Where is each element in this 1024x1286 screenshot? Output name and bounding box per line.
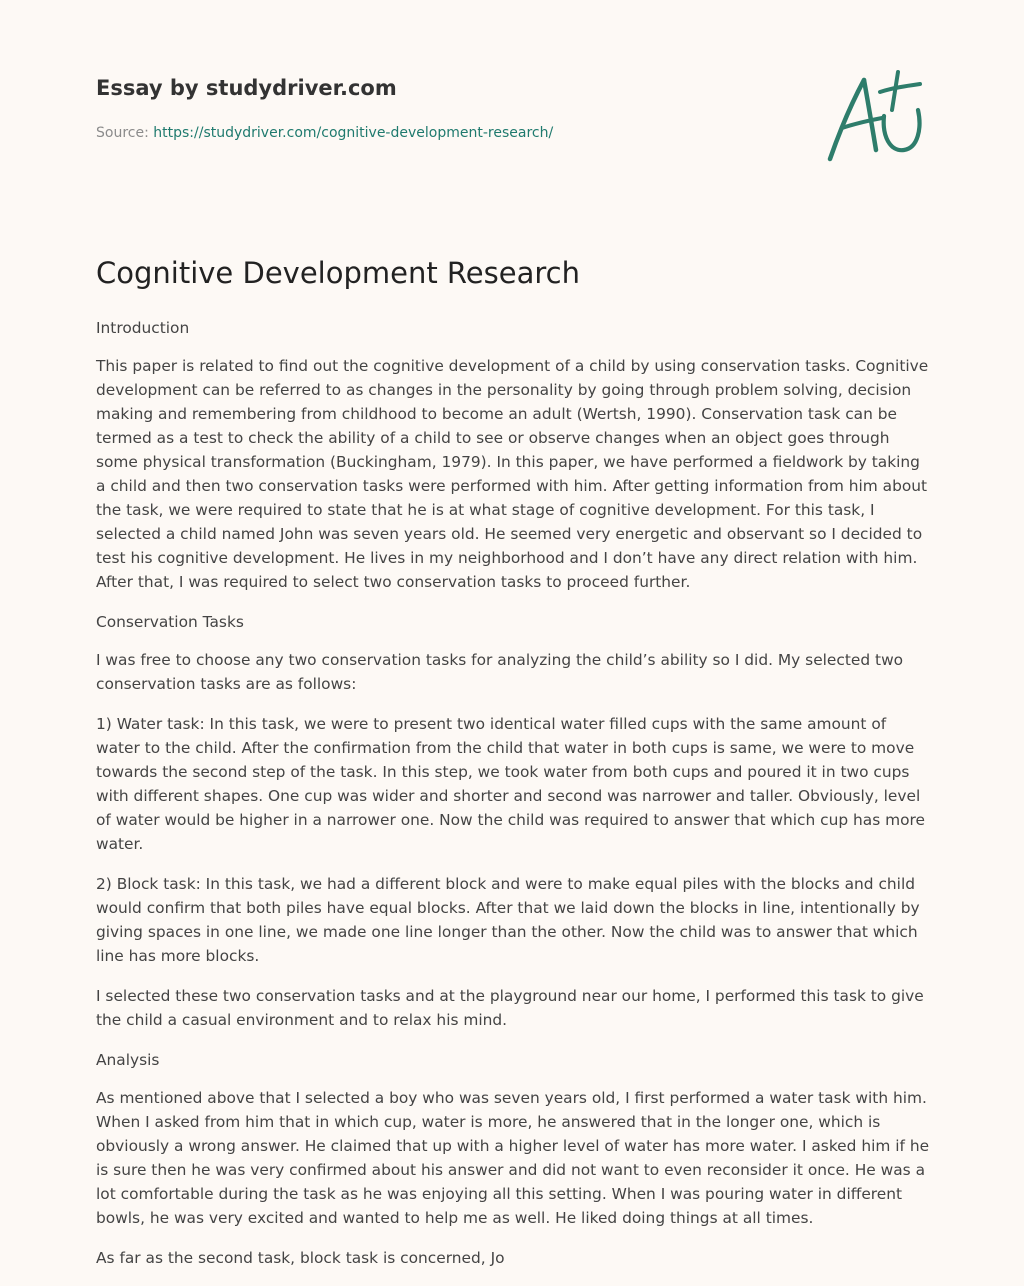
conservation-tasks-heading: Conservation Tasks <box>96 613 244 631</box>
introduction-heading: Introduction <box>96 319 190 337</box>
water-task-paragraph: 1) Water task: In this task, we were to present two identical water filled cups with the same amount of water to the child. After the confirmation from the child that water in both cups is same, we were to move towards the second step of the task. In this step, we took water from both cups and poured it in two cups with different shapes. One cup was wider and shorter and second was narrower and taller. Obviously, level of water would be higher in a narrower one. Now the child was required to answer that which cup has more water. <box>96 715 925 853</box>
analysis-heading: Analysis <box>96 1051 160 1069</box>
page-title: Cognitive Development Research <box>96 256 580 290</box>
analysis-paragraph: As mentioned above that I selected a boy who was seven years old, I first performed a water task with him. When I asked from him that in which cup, water is more, he answered that in the longer one, which is obviously a wrong answer. He claimed that up with a higher level of water has more water. I asked him if he is sure then he was very confirmed about his answer and did not want to even reconsider it once. He was a lot comfortable during the task as he was enjoying all this setting. When I was pouring water in different bowls, he was very excited and wanted to help me as well. He liked doing things at all times. <box>96 1089 930 1227</box>
brand-title: Essay by studydriver.com <box>96 76 397 100</box>
selection-paragraph: I selected these two conservation tasks and at the playground near our home, I performed this task to give the child a casual environment and to relax his mind. <box>96 987 924 1029</box>
a-plus-logo-icon <box>824 66 928 166</box>
block-task-paragraph: 2) Block task: In this task, we had a different block and were to make equal piles with the blocks and child would confirm that both piles have equal blocks. After that we laid down the blocks in line, intentionally by giving spaces in one line, we made one line longer than the other. Now the child was to answer that which line has more blocks. <box>96 875 920 965</box>
conservation-tasks-paragraph: I was free to choose any two conservation tasks for analyzing the child’s ability so I did. My selected two conservation tasks are as follows: <box>96 651 904 693</box>
essay-body <box>96 316 930 1286</box>
truncated-paragraph: As far as the second task, block task is concerned, Jo <box>96 1249 505 1267</box>
source-line <box>96 125 553 141</box>
source-label: Source: <box>96 125 154 141</box>
source-link[interactable]: https://studydriver.com/cognitive-development-research/ <box>153 125 554 141</box>
introduction-paragraph: This paper is related to find out the cognitive development of a child by using conservation tasks. Cognitive development can be referred to as changes in the personality by going through problem solving, decision making and remembering from childhood to become an adult (Wertsh, 1990). Conservation task can be termed as a test to check the ability of a child to see or observe changes when an object goes through some physical transformation (Buckingham, 1979). In this paper, we have performed a fieldwork by taking a child and then two conservation tasks were performed with him. After getting information from him about the task, we were required to state that he is at what stage of cognitive development. For this task, I selected a child named John was seven years old. He seemed very energetic and observant so I decided to test his cognitive development. He lives in my neighborhood and I don’t have any direct relation with him. After that, I was required to select two conservation tasks to proceed further. <box>96 357 929 591</box>
